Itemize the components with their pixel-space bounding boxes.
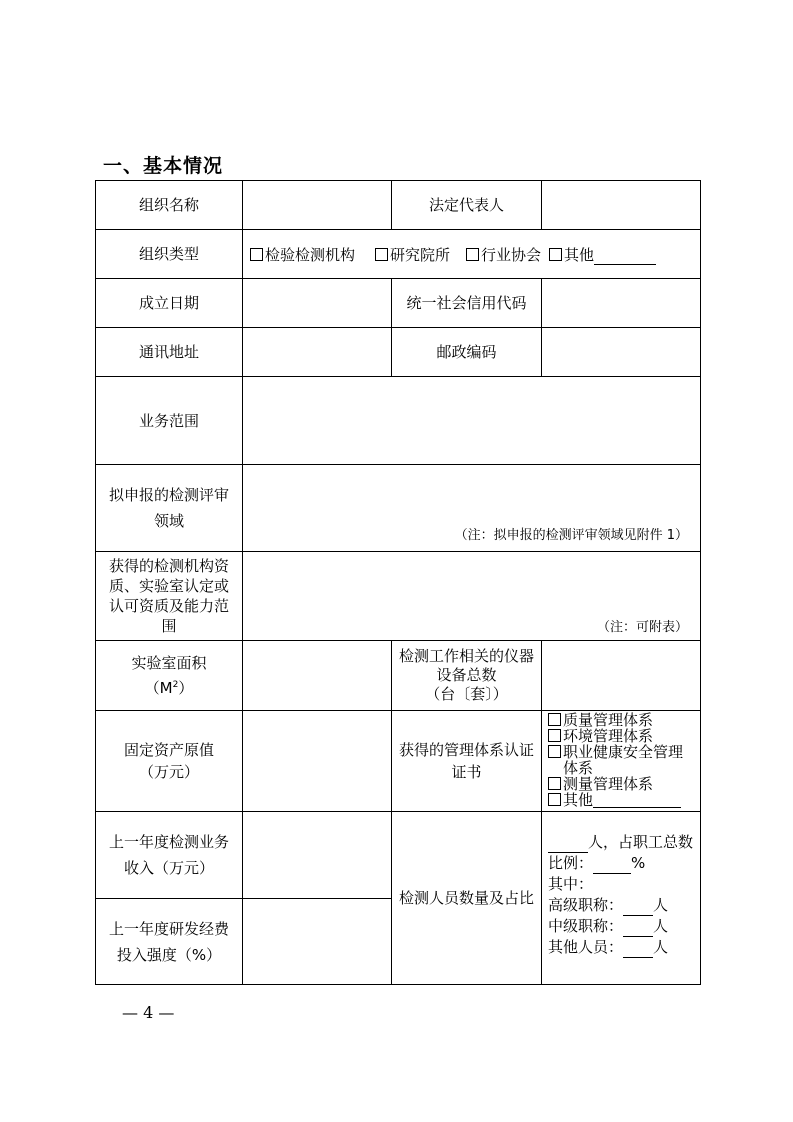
- row-address: [96, 328, 701, 377]
- checkbox-icon[interactable]: [375, 248, 388, 261]
- row-review-field: [96, 465, 701, 552]
- review-field-label: 拟申报的检测评审领域: [96, 465, 243, 552]
- credit-code-field[interactable]: [542, 279, 701, 328]
- org-name-label: 组织名称: [96, 181, 243, 230]
- staff-ratio-blank[interactable]: [593, 873, 631, 874]
- senior-title-line: 高级职称： 人: [548, 896, 669, 914]
- option-other[interactable]: [549, 246, 656, 264]
- review-field-field[interactable]: [243, 465, 701, 552]
- other-staff-line: 其他人员： 人: [548, 938, 669, 956]
- row-lab-area: [96, 641, 701, 711]
- checkbox-icon[interactable]: [250, 248, 263, 261]
- staff-count-line: 人，占职工总数: [548, 832, 700, 853]
- row-fixed-assets: [96, 711, 701, 812]
- scope-label: 业务范围: [96, 377, 243, 465]
- org-type-label: 组织类型: [96, 230, 243, 279]
- row-income: [96, 812, 701, 899]
- option-label: 研究院所: [390, 245, 451, 264]
- cert-other-blank[interactable]: [593, 807, 681, 808]
- qualification-label: 获得的检测机构资质、实验室认定或认可资质及能力范围: [96, 552, 243, 641]
- rd-label: 上一年度研发经费投入强度（%）: [96, 899, 243, 985]
- row-org-type: [96, 230, 701, 279]
- income-label: 上一年度检测业务收入（万元）: [96, 812, 243, 899]
- equipment-total-label: [392, 641, 542, 711]
- basic-info-table: [95, 180, 701, 985]
- fixed-assets-label: [96, 711, 243, 812]
- postcode-field[interactable]: [542, 328, 701, 377]
- income-field[interactable]: [243, 812, 392, 899]
- option-label: 其他: [564, 245, 595, 264]
- checkbox-icon[interactable]: [548, 777, 561, 790]
- qualification-field[interactable]: [243, 552, 701, 641]
- legal-rep-field[interactable]: [542, 181, 701, 230]
- found-date-label: 成立日期: [96, 279, 243, 328]
- checkbox-icon[interactable]: [548, 745, 561, 758]
- org-name-field[interactable]: [243, 181, 392, 230]
- mgmt-cert-label: 获得的管理体系认证证书: [392, 711, 542, 812]
- checkbox-icon[interactable]: [548, 713, 561, 726]
- staff-ratio-line: 比例： %: [548, 854, 646, 872]
- equipment-total-field[interactable]: [542, 641, 701, 711]
- page-number: — 4 —: [122, 1003, 175, 1022]
- cert-environment[interactable]: 环境管理体系: [548, 728, 696, 744]
- option-research-institute[interactable]: [375, 246, 450, 264]
- qualification-note: （注：可附表）: [596, 620, 688, 635]
- lab-area-unit: $(M^2)$: [144, 679, 194, 697]
- fixed-assets-unit: （万元）: [138, 763, 199, 781]
- section-title: 一、基本情况: [103, 155, 224, 177]
- middle-title-line: 中级职称： 人: [548, 917, 669, 935]
- org-type-options: [243, 230, 701, 279]
- cert-ohs[interactable]: 职业健康安全管理体系: [548, 744, 696, 776]
- lab-area-field[interactable]: [243, 641, 392, 711]
- staff-label: 检测人员数量及占比: [392, 812, 542, 985]
- checkbox-icon[interactable]: [466, 248, 479, 261]
- rd-field[interactable]: [243, 899, 392, 985]
- other-blank[interactable]: [594, 264, 656, 265]
- found-date-field[interactable]: [243, 279, 392, 328]
- checkbox-icon[interactable]: [549, 248, 562, 261]
- option-label: 检验检测机构: [265, 245, 356, 264]
- option-label: 行业协会: [481, 245, 542, 264]
- row-qualification: [96, 552, 701, 641]
- cert-other[interactable]: 其他: [548, 792, 696, 808]
- postcode-label: 邮政编码: [392, 328, 542, 377]
- mgmt-cert-options: [542, 711, 701, 812]
- review-field-note: （注：拟申报的检测评审领域见附件 1）: [454, 528, 688, 543]
- option-industry-association[interactable]: [466, 246, 541, 264]
- staff-among-line: 其中：: [548, 875, 594, 893]
- equipment-total-text: 检测工作相关的仪器设备总数: [398, 647, 534, 684]
- checkbox-icon[interactable]: [548, 793, 561, 806]
- fixed-assets-field[interactable]: [243, 711, 392, 812]
- equipment-total-unit: （台〔套〕）: [425, 685, 508, 703]
- fixed-assets-text: 固定资产原值: [123, 741, 214, 759]
- row-found-date: [96, 279, 701, 328]
- lab-area-label: [96, 641, 243, 711]
- cert-quality[interactable]: 质量管理体系: [548, 712, 696, 728]
- credit-code-label: 统一社会信用代码: [392, 279, 542, 328]
- lab-area-label-text: 实验室面积: [131, 654, 207, 672]
- cert-measurement[interactable]: 测量管理体系: [548, 776, 696, 792]
- other-staff-blank[interactable]: [623, 957, 653, 958]
- option-testing-org[interactable]: [250, 246, 355, 264]
- staff-stats: [542, 812, 701, 985]
- address-field[interactable]: [243, 328, 392, 377]
- address-label: 通讯地址: [96, 328, 243, 377]
- legal-rep-label: 法定代表人: [392, 181, 542, 230]
- scope-field[interactable]: [243, 377, 701, 465]
- row-scope: [96, 377, 701, 465]
- row-org-name: [96, 181, 701, 230]
- checkbox-icon[interactable]: [548, 729, 561, 742]
